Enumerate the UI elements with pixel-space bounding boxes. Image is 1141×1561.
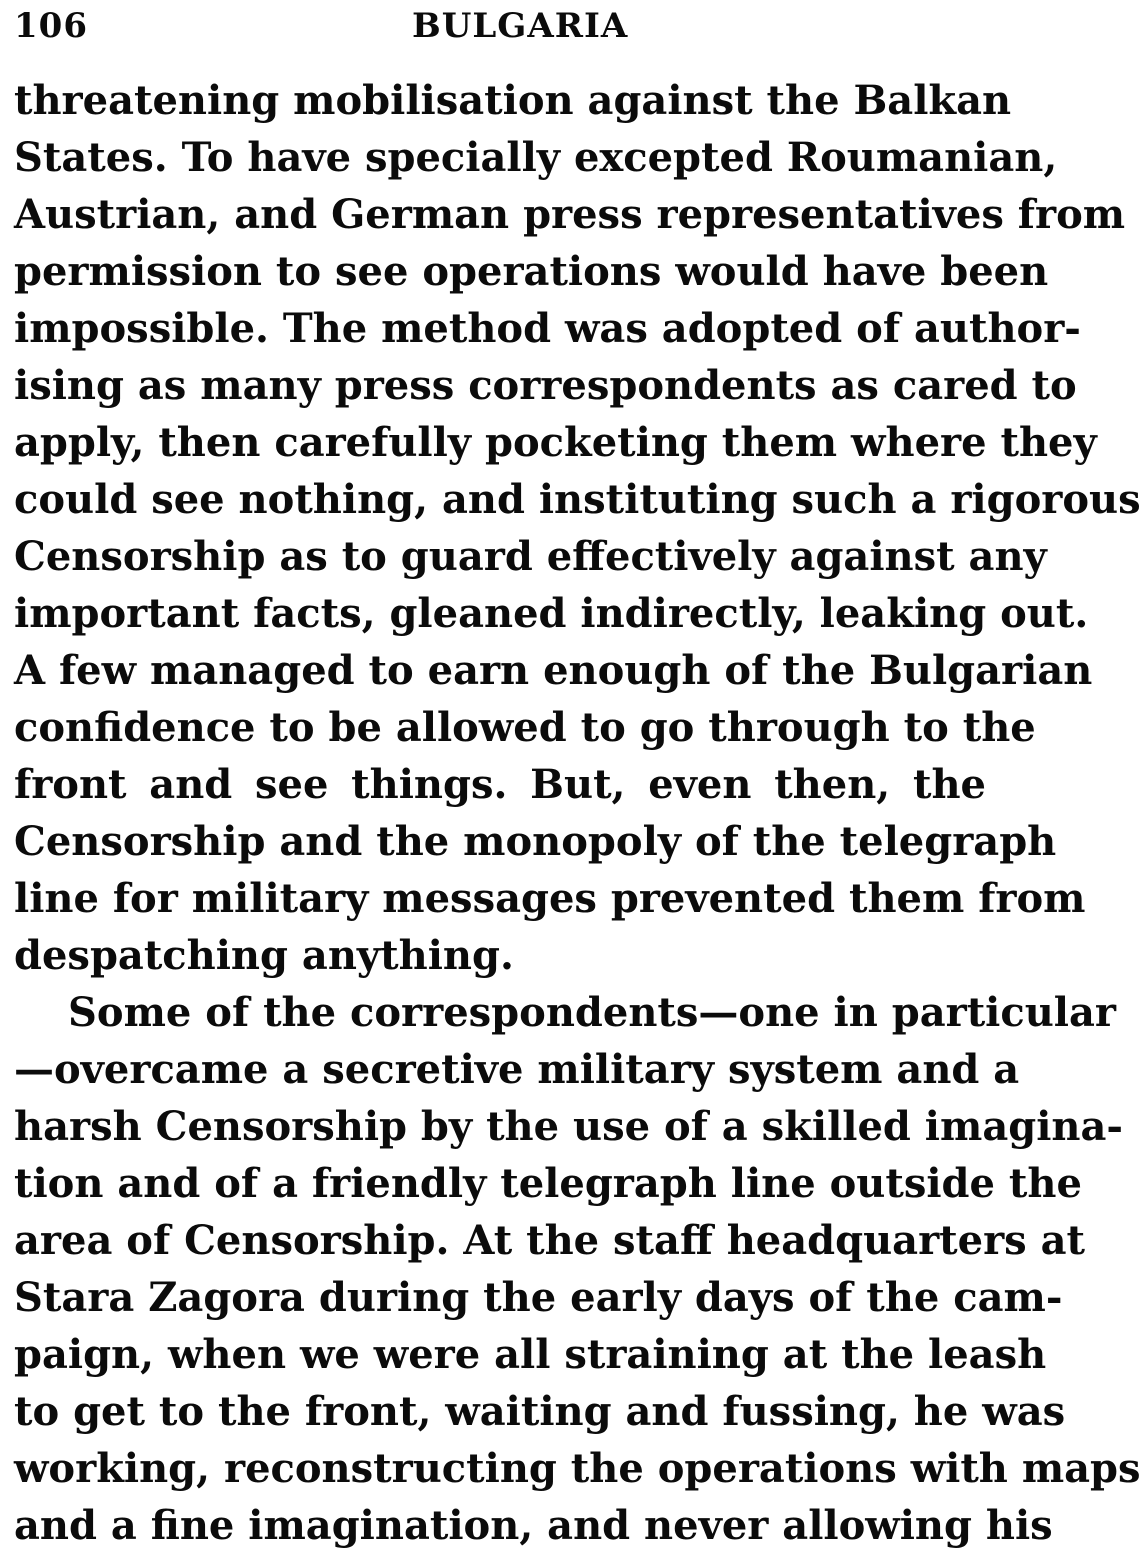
text-line: Stara Zagora during the early days of the cam- (14, 1274, 1063, 1321)
text-line: paign, when we were all straining at the leash (14, 1331, 1047, 1378)
text-line: to get to the front, waiting and fussing, he was (14, 1388, 1066, 1435)
text-line: Censorship and the monopoly of the telegraph (14, 818, 1057, 865)
text-line: harsh Censorship by the use of a skilled imagina- (14, 1103, 1124, 1150)
text-line: Austrian, and German press representatives from (14, 191, 1126, 238)
text-line: working, reconstructing the operations with maps (14, 1445, 1141, 1492)
text-line: important facts, gleaned indirectly, leaking out. (14, 590, 1089, 637)
text-line: apply, then carefully pocketing them where they (14, 419, 1097, 466)
text-line: Some of the correspondents—one in particular (68, 989, 1116, 1036)
text-line: confidence to be allowed to go through to the (14, 704, 1036, 751)
text-line: could see nothing, and instituting such a rigorous (14, 476, 1141, 523)
text-line: —overcame a secretive military system and a (14, 1046, 1020, 1093)
text-line: front and see things. But, even then, the (14, 761, 986, 808)
running-head (14, 6, 986, 50)
text-line: ising as many press correspondents as cared to (14, 362, 1077, 409)
text-line: impossible. The method was adopted of author- (14, 305, 1081, 352)
text-line: area of Censorship. At the staff headquarters at (14, 1217, 1085, 1264)
text-line: and a fine imagination, and never allowing his (14, 1502, 1053, 1549)
running-title: BULGARIA (412, 6, 629, 46)
text-line: line for military messages prevented them from (14, 875, 1086, 922)
text-line: Censorship as to guard effectively against any (14, 533, 1047, 580)
text-line: despatching anything. (14, 932, 514, 979)
page-number: 106 (14, 6, 88, 46)
text-line: threatening mobilisation against the Balkan (14, 77, 1012, 124)
text-line: A few managed to earn enough of the Bulgarian (14, 647, 1093, 694)
text-line: States. To have specially excepted Roumanian, (14, 134, 1058, 181)
text-line: permission to see operations would have been (14, 248, 1049, 295)
text-line: tion and of a friendly telegraph line outside the (14, 1160, 1082, 1207)
body-text (14, 72, 1141, 1554)
